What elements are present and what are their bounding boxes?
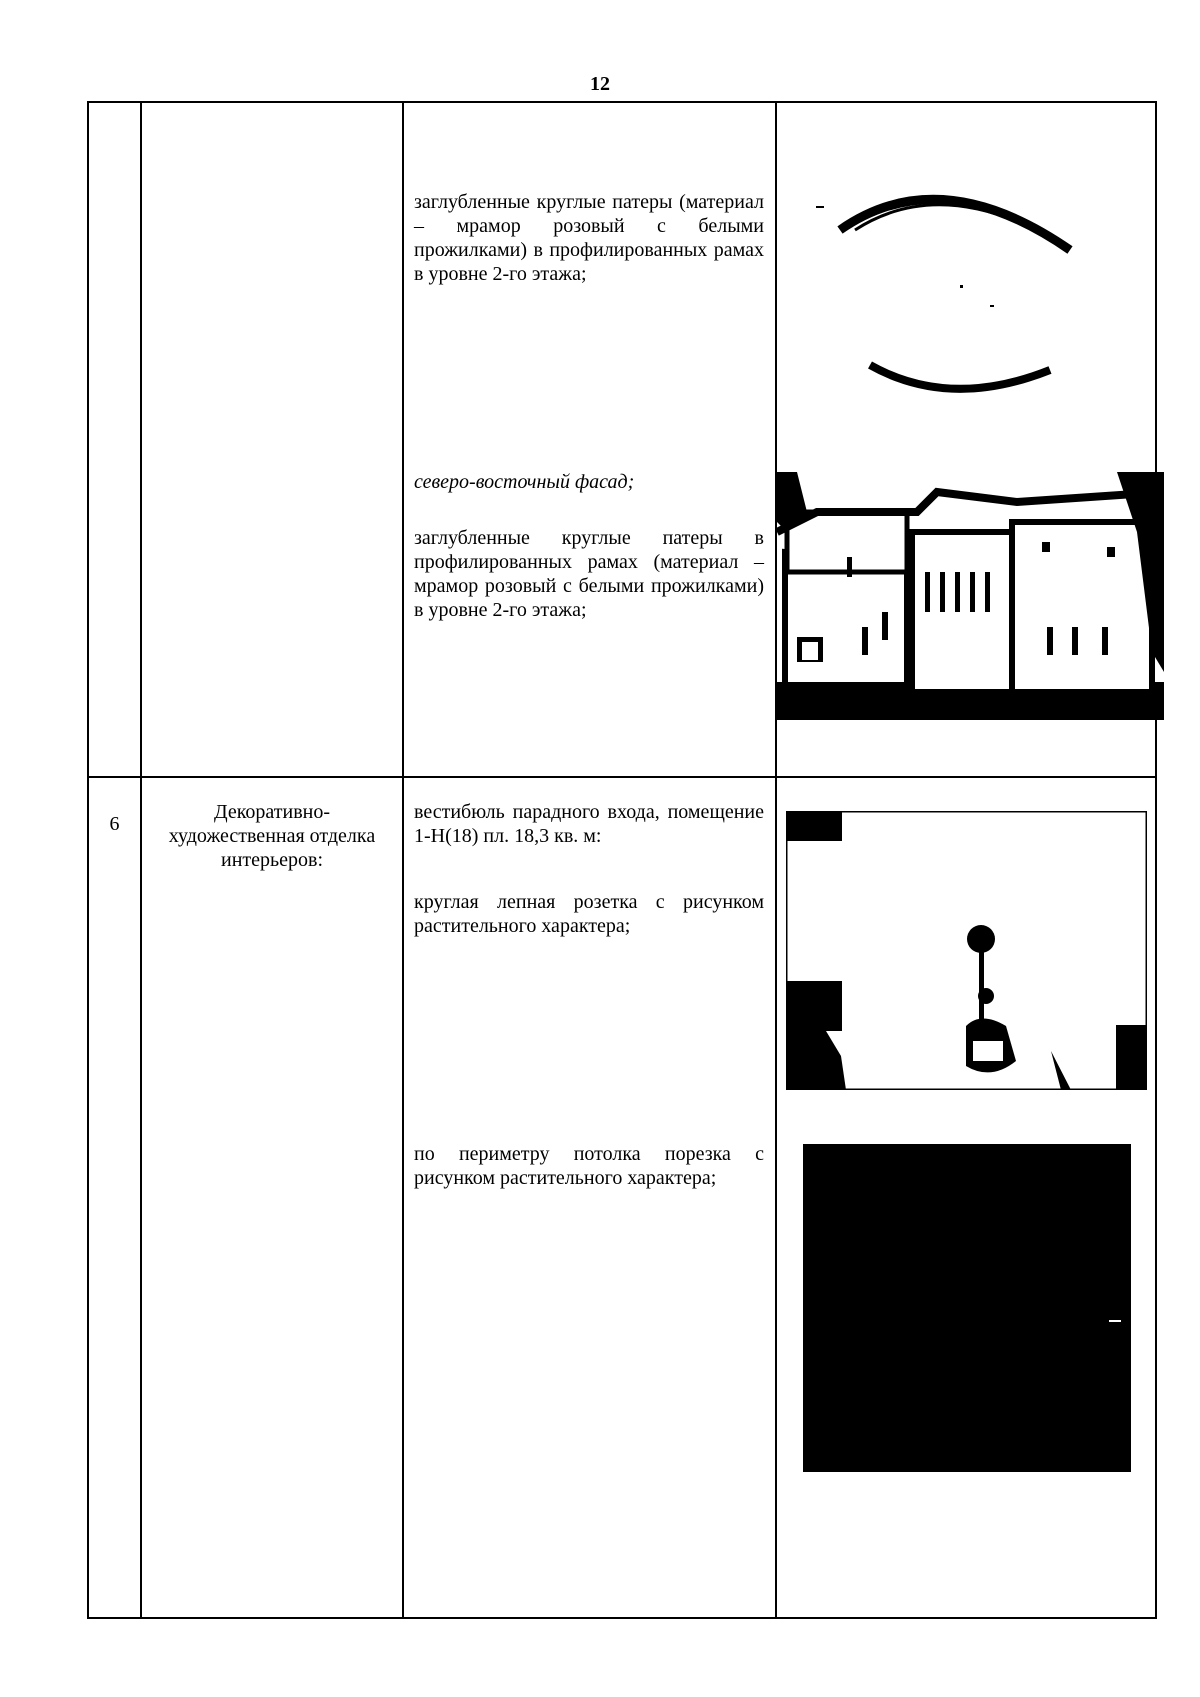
table-border-top [87, 101, 1157, 103]
row2-number: 6 [109, 813, 120, 835]
row2-item3-text: по периметру потолка порезка с рисунком растительного характера; [414, 1143, 764, 1189]
ceiling-cornice-photo [803, 1144, 1131, 1472]
table-border-left [87, 101, 89, 1619]
row1-item1-text: заглубленные круглые патеры (материал – мрамор розовый с белыми прожилками) в профилированных рамах в уровне 2-го этажа; [414, 191, 764, 285]
rosette-photo [786, 811, 1147, 1090]
facade-photo [777, 472, 1164, 720]
column-divider-3 [775, 101, 777, 1619]
column-divider-1 [140, 101, 142, 1619]
row-divider [87, 776, 1157, 778]
row2-item2-text: круглая лепная розетка с рисунком растительного характера; [414, 891, 764, 937]
row2-item1-text: вестибюль парадного входа, помещение 1-Н(18) пл. 18,3 кв. м: [414, 801, 764, 847]
row2-element-name: Декоративно-художественная отделка интерьеров: [168, 801, 376, 871]
table-border-right [1155, 101, 1157, 1619]
column-divider-2 [402, 101, 404, 1619]
patera-photo [800, 170, 1100, 410]
row1-item3-text: заглубленные круглые патеры в профилированных рамах (материал – мрамор розовый с белыми прожилками) в уровне 2-го этажа; [414, 527, 764, 621]
row1-facade-heading: северо-восточный фасад; [414, 471, 635, 493]
table-border-bottom [87, 1617, 1157, 1619]
page-number: 12 [590, 73, 610, 95]
